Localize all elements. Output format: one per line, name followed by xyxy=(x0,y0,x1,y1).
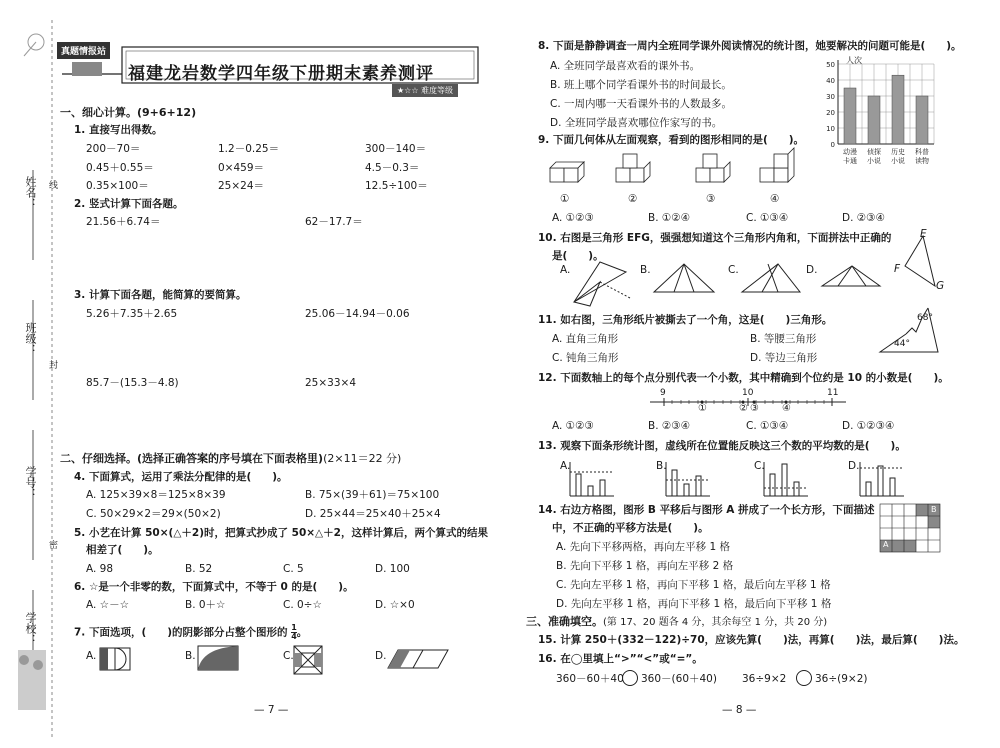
q8-option-c[interactable]: C. 一周内哪一天看课外书的人数最多。 xyxy=(550,98,733,110)
q10-figure-c xyxy=(738,262,804,298)
q7-figure-a xyxy=(100,648,132,672)
q10-option-b[interactable]: B. xyxy=(640,264,651,276)
q10-option-c[interactable]: C. xyxy=(728,264,739,276)
q14-text-line1: 14. 右边方格图，图形 B 平移后与图形 A 拼成了一个长方形，下面描述 xyxy=(538,504,875,516)
chart-y-tick-label: 10 xyxy=(826,125,835,133)
chart-y-tick-label: 20 xyxy=(826,109,835,117)
q6-option-a[interactable]: A. ☆－☆ xyxy=(86,599,129,611)
q3-item: 85.7－(15.3－4.8) xyxy=(86,377,179,389)
q8-option-b[interactable]: B. 班上哪个同学看课外书的时间最长。 xyxy=(550,79,732,91)
chart-y-tick-label: 40 xyxy=(826,77,835,85)
vertex-g-label: G xyxy=(936,280,945,292)
q5-option-c[interactable]: C. 5 xyxy=(283,563,304,575)
q6-option-b[interactable]: B. 0＋☆ xyxy=(185,599,226,611)
q9-cube-figures xyxy=(548,150,838,192)
q13-chart-a xyxy=(570,462,620,498)
q9-figure-4 xyxy=(760,148,794,182)
chart-y-tick-label: 30 xyxy=(826,93,835,101)
q11-option-b[interactable]: B. 等腰三角形 xyxy=(750,333,817,345)
q13-option-b[interactable]: B. xyxy=(656,460,667,472)
q8-text: 8. 下面是静静调查一周内全班同学课外阅读情况的统计图，她要解决的问题可能是( )。 xyxy=(538,40,962,52)
q13-option-a[interactable]: A. xyxy=(560,460,571,472)
q4-option-c[interactable]: C. 50×29×2＝29×(50×2) xyxy=(86,508,221,520)
q10-text-line1: 10. 右图是三角形 EFG，强强想知道这个三角形内角和，下面拼法中正确的 xyxy=(538,232,892,244)
vertex-e-label: E xyxy=(920,228,927,240)
page-number-left: — 7 — xyxy=(254,704,289,716)
q7-fraction: $\frac{1}{4}$ xyxy=(291,623,297,641)
q2-item: 21.56＋6.74＝ xyxy=(86,216,161,228)
q9-text: 9. 下面几何体从左面观察，看到的图形相同的是( )。 xyxy=(538,134,805,146)
chart-y-tick-label: 50 xyxy=(826,61,835,69)
q13-option-d[interactable]: D. xyxy=(848,460,860,472)
q9-figure-1 xyxy=(550,162,584,182)
q11-option-a[interactable]: A. 直角三角形 xyxy=(552,333,619,345)
point-1-label: ① xyxy=(698,403,707,414)
gear-decoration-icon xyxy=(24,34,44,56)
reading-survey-bar-chart xyxy=(820,52,940,172)
difficulty-badge: ★☆☆ 难度等级 xyxy=(392,84,458,97)
point-4-label: ④ xyxy=(782,403,791,414)
q13-chart-d xyxy=(860,462,910,498)
q7-figure-c xyxy=(294,646,324,676)
q9-option-b[interactable]: B. ①②④ xyxy=(648,212,691,224)
q6-text: 6. ☆是一个非零的数，下面算式中，不等于 0 的是( )。 xyxy=(74,581,354,593)
q13-option-c[interactable]: C. xyxy=(754,460,765,472)
q10-figure-a xyxy=(570,262,632,310)
q9-option-a[interactable]: A. ①②③ xyxy=(552,212,594,224)
q7-option-b[interactable]: B. xyxy=(185,650,196,662)
chart-bar xyxy=(892,75,904,144)
badge-label: 真题情报站 xyxy=(57,42,110,59)
binding-mark-line: 线 xyxy=(47,180,57,189)
chart-bar xyxy=(868,96,880,144)
q7-option-d[interactable]: D. xyxy=(375,650,387,662)
chart-x-tick-label: 读物 xyxy=(915,157,929,165)
section1-title: 一、细心计算。(9+6+12) xyxy=(60,106,197,119)
q14-text-line2: 中，不正确的平移方法是( )。 xyxy=(552,522,709,534)
binding-mark-secret: 密 xyxy=(47,540,57,549)
q11-text: 11. 如右图，三角形纸片被撕去了一个角，这是( )三角形。 xyxy=(538,314,833,326)
q9-figure-num-2: ② xyxy=(628,193,638,205)
q9-figure-num-4: ④ xyxy=(770,193,780,205)
q8-option-d[interactable]: D. 全班同学最喜欢哪位作家写的书。 xyxy=(550,117,723,129)
q7-option-a[interactable]: A. xyxy=(86,650,97,662)
q3-item: 5.26＋7.35＋2.65 xyxy=(86,308,178,320)
q2-label: 2. 竖式计算下面各题。 xyxy=(74,198,184,210)
q16-expr-2: 360－(60＋40) xyxy=(641,673,717,685)
q3-label: 3. 计算下面各题，能简算的要简算。 xyxy=(74,289,247,301)
q7-option-c[interactable]: C. xyxy=(283,650,294,662)
q9-option-d[interactable]: D. ②③④ xyxy=(842,212,885,224)
q15-text: 15. 计算 250＋(332－122)÷70，应该先算( )法，再算( )法，最后算( )法。 xyxy=(538,634,965,646)
q10-option-a[interactable]: A. xyxy=(560,264,571,276)
q5-option-a[interactable]: A. 98 xyxy=(86,563,114,575)
q14-option-a[interactable]: A. 先向下平移两格，再向左平移 1 格 xyxy=(556,541,731,553)
q10-option-d[interactable]: D. xyxy=(806,264,818,276)
chart-x-tick-label: 科普 xyxy=(915,148,929,156)
q12-option-d[interactable]: D. ①②③④ xyxy=(842,420,895,432)
q3-item: 25×33×4 xyxy=(305,377,356,389)
q1-item: 300－140＝ xyxy=(365,143,427,155)
chart-x-tick-label: 卡通 xyxy=(843,157,857,165)
section2-title: 二、仔细选择。(选择正确答案的序号填在下面表格里)(2×11＝22 分) xyxy=(60,452,402,465)
vertex-f-label: F xyxy=(894,263,901,275)
q14-option-b[interactable]: B. 先向下平移 1 格，再向左平移 2 格 xyxy=(556,560,734,572)
chart-bar xyxy=(844,88,856,144)
q4-option-b[interactable]: B. 75×(39＋61)＝75×100 xyxy=(305,489,440,501)
page-title: 福建龙岩数学四年级下册期末素养测评 xyxy=(128,64,434,84)
q3-item: 25.06－14.94－0.06 xyxy=(305,308,410,320)
q7-text: 7. 下面选项，( )的阴影部分占整个图形的 $\frac{1}{4}$ 。 xyxy=(74,623,308,641)
chart-x-tick-label: 侦探 xyxy=(867,148,881,156)
q7-figure-b xyxy=(198,646,240,672)
chart-x-tick-label: 小说 xyxy=(891,157,905,165)
q4-option-d[interactable]: D. 25×44＝25×40＋25×4 xyxy=(305,508,441,520)
q1-label: 1. 直接写出得数。 xyxy=(74,124,163,136)
q9-figure-2 xyxy=(616,154,650,182)
q13-chart-c xyxy=(764,462,814,498)
q1-item: 0.35×100＝ xyxy=(86,180,149,192)
q1-item: 25×24＝ xyxy=(218,180,265,192)
q5-text-line1: 5. 小艺在计算 50×(△＋2)时，把算式抄成了 50×△＋2，这样计算后，两个算式的结果 xyxy=(74,527,488,539)
student-id-label: 学号： xyxy=(24,466,37,499)
q5-text-line2: 相差了( )。 xyxy=(86,544,159,556)
q7-figure-d xyxy=(388,650,450,670)
q12-text: 12. 下面数轴上的每个点分别代表一个小数，其中精确到个位约是 10 的小数是( )。 xyxy=(538,372,949,384)
point-3-label: ③ xyxy=(750,403,759,414)
page-number-right: — 8 — xyxy=(722,704,757,716)
torn-triangle xyxy=(876,304,946,356)
q10-figure-d xyxy=(818,262,884,298)
binding-mark-seal: 封 xyxy=(47,360,57,369)
binding-margin xyxy=(0,0,55,748)
q10-figure-b xyxy=(650,262,718,298)
section3-title: 三、准确填空。(第 17、20 题各 4 分，其余每空 1 分，共 20 分) xyxy=(526,615,828,628)
q6-option-c[interactable]: C. 0÷☆ xyxy=(283,599,322,611)
chart-x-tick-label: 动漫 xyxy=(843,148,857,156)
q1-item: 1.2－0.25＝ xyxy=(218,143,280,155)
q14-option-d[interactable]: D. 先向左平移 1 格，再向下平移 1 格，最后向下平移 1 格 xyxy=(556,598,832,610)
angle-68-label: 68° xyxy=(917,313,933,323)
q16-compare-circle-2[interactable] xyxy=(796,670,812,686)
class-label: 班级： xyxy=(24,322,37,355)
decorative-silhouettes-icon xyxy=(18,650,46,710)
chart-bar xyxy=(916,96,928,144)
q8-option-a[interactable]: A. 全班同学最喜欢看的课外书。 xyxy=(550,60,701,72)
q16-expr-1: 360－60＋40 xyxy=(556,673,624,685)
q11-option-d[interactable]: D. 等边三角形 xyxy=(750,352,818,364)
angle-44-label: 44° xyxy=(894,339,910,349)
chart-x-tick-label: 历史 xyxy=(891,148,905,156)
q13-text: 13. 观察下面条形统计图，虚线所在位置能反映这三个数的平均数的是( )。 xyxy=(538,440,906,452)
q1-item: 0.45＋0.55＝ xyxy=(86,162,154,174)
grid-label-a: A xyxy=(883,540,889,549)
axis-label-11: 11 xyxy=(827,388,839,398)
q10-text-line2: 是( )。 xyxy=(552,250,604,262)
q14-option-c[interactable]: C. 先向左平移 1 格，再向下平移 1 格，最后向左平移 1 格 xyxy=(556,579,831,591)
q16-expr-3: 36÷9×2 xyxy=(742,673,787,685)
q5-option-d[interactable]: D. 100 xyxy=(375,563,410,575)
q12-option-a[interactable]: A. ①②③ xyxy=(552,420,594,432)
q12-option-b[interactable]: B. ②③④ xyxy=(648,420,691,432)
q1-item: 12.5÷100＝ xyxy=(365,180,428,192)
q5-option-b[interactable]: B. 52 xyxy=(185,563,213,575)
q9-figure-3 xyxy=(696,154,730,182)
axis-label-10: 10 xyxy=(742,388,754,398)
grid-label-b: B xyxy=(931,505,937,514)
q16-expr-4: 36÷(9×2) xyxy=(815,673,868,685)
chart-x-tick-label: 小说 xyxy=(867,157,881,165)
school-label: 学校： xyxy=(24,612,37,645)
axis-label-9: 9 xyxy=(660,388,666,398)
chart-ylabel: 人次 xyxy=(846,56,862,65)
q9-figure-num-1: ① xyxy=(560,193,570,205)
point-2-label: ② xyxy=(739,403,748,414)
q4-text: 4. 下面算式，运用了乘法分配律的是( )。 xyxy=(74,471,288,483)
q9-option-c[interactable]: C. ①③④ xyxy=(746,212,789,224)
q1-item: 0×459＝ xyxy=(218,162,265,174)
q4-option-a[interactable]: A. 125×39×8＝125×8×39 xyxy=(86,489,226,501)
q11-option-c[interactable]: C. 钝角三角形 xyxy=(552,352,619,364)
q9-figure-num-3: ③ xyxy=(706,193,716,205)
q1-item: 200－70＝ xyxy=(86,143,141,155)
q2-item: 62－17.7＝ xyxy=(305,216,363,228)
q12-option-c[interactable]: C. ①③④ xyxy=(746,420,789,432)
q1-item: 4.5－0.3＝ xyxy=(365,162,420,174)
q13-chart-b xyxy=(666,462,716,498)
q6-option-d[interactable]: D. ☆×0 xyxy=(375,599,415,611)
q16-text: 16. 在◯里填上“>”“<”或“=”。 xyxy=(538,653,703,665)
chart-y-tick-label: 0 xyxy=(830,141,835,149)
name-label: 姓名： xyxy=(24,176,37,209)
q16-compare-circle-1[interactable] xyxy=(622,670,638,686)
